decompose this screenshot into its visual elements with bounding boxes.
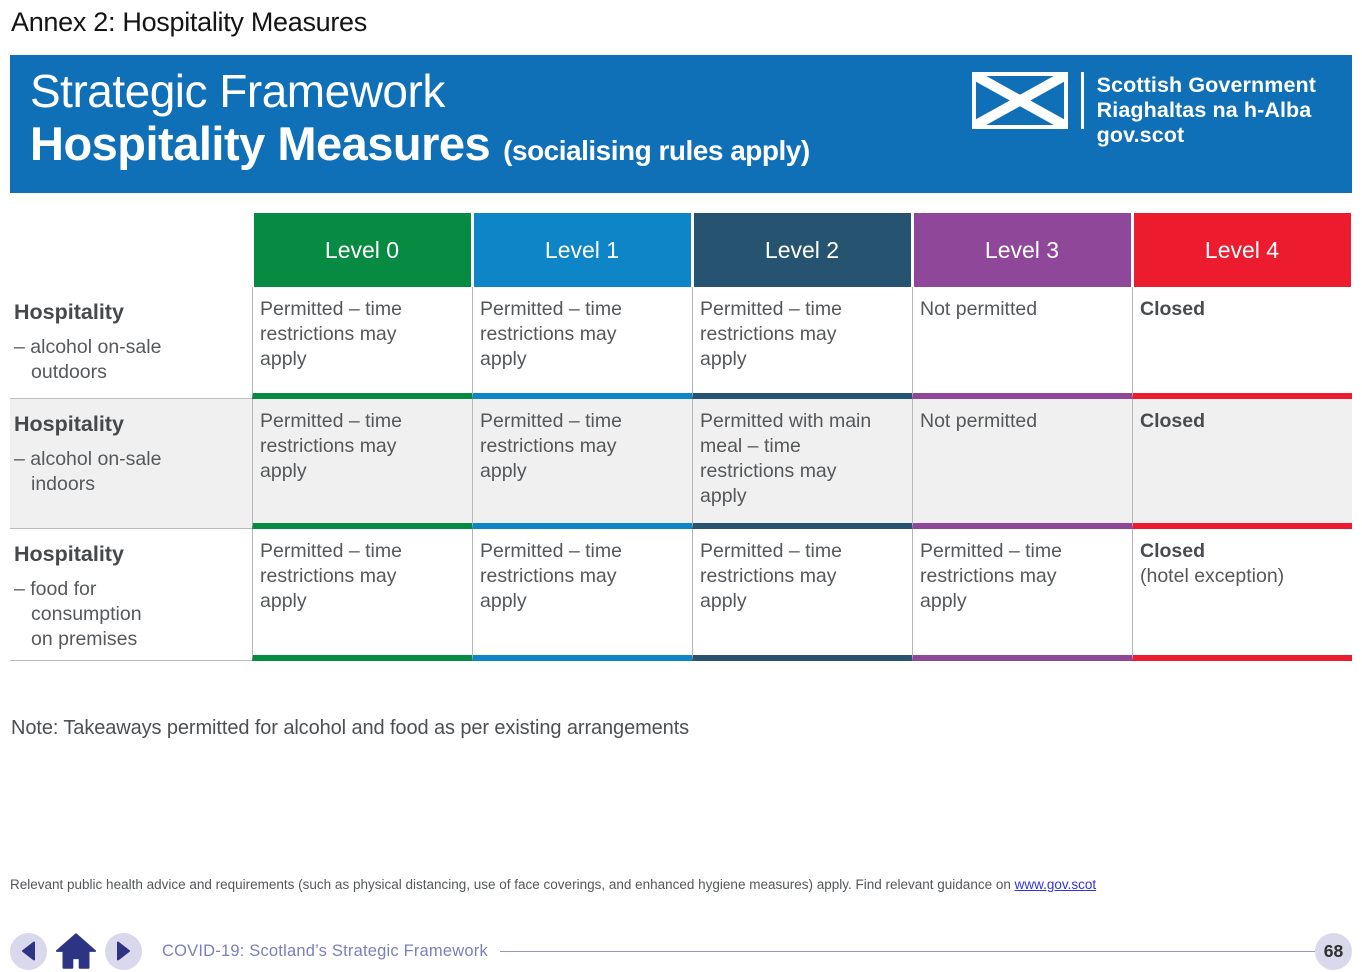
table-row-label	[10, 399, 252, 529]
level-header-1	[472, 213, 692, 287]
table-cell	[472, 287, 692, 399]
table-cell	[1132, 287, 1352, 399]
logo-govscot: gov.scot	[1096, 123, 1185, 148]
saltire-flag-icon	[972, 72, 1068, 129]
cell-text-line: Permitted – time restrictions may apply	[700, 540, 842, 612]
level-header-label: Level 4	[1134, 213, 1351, 287]
measures-table	[10, 213, 1352, 661]
row-subtitle-line: on premises	[31, 627, 138, 650]
banner-title: Strategic Framework	[30, 65, 445, 117]
page-number-badge: 68	[1315, 933, 1352, 970]
table-corner-cell	[10, 213, 252, 287]
table-cell	[912, 287, 1132, 399]
nav-framework-label: COVID-19: Scotland’s Strategic Framework	[162, 941, 488, 960]
logo-text	[1097, 72, 1316, 148]
banner-subtitle-suffix: (socialising rules apply)	[503, 135, 810, 166]
row-title: Hospitality	[14, 300, 124, 324]
cell-text-line: Permitted – time restrictions may apply	[480, 410, 622, 482]
table-row-label	[10, 529, 252, 661]
logo-divider	[1081, 72, 1084, 129]
row-title: Hospitality	[14, 542, 124, 566]
level-header-label: Level 0	[254, 213, 471, 287]
cell-text-line: Permitted – time restrictions may apply	[260, 410, 402, 482]
table-cell	[692, 399, 912, 529]
footnote	[10, 877, 1096, 892]
row-title: Hospitality	[14, 412, 124, 436]
table-cell	[252, 529, 472, 661]
footnote-text: Relevant public health advice and requirements (such as physical distancing, use of face coverings, and enhanced hygiene measures) apply. Find relevant guidance on	[10, 877, 1015, 892]
table-row-label	[10, 287, 252, 399]
cell-text-line: Closed	[1140, 540, 1206, 562]
banner	[10, 55, 1352, 193]
row-subtitle-line: consumption	[31, 602, 142, 625]
cell-text-line: Not permitted	[920, 298, 1038, 320]
cell-text-line: Permitted – time restrictions may apply	[700, 298, 842, 370]
table-cell	[1132, 399, 1352, 529]
cell-text-line: Permitted with main meal – time restrictions may apply	[700, 410, 872, 507]
cell-text-line: Permitted – time restrictions may apply	[260, 540, 402, 612]
nav-back-button[interactable]	[10, 933, 47, 970]
cell-text-line: Closed	[1140, 410, 1206, 432]
level-header-2	[692, 213, 912, 287]
cell-text-line: Closed	[1140, 298, 1206, 320]
cell-text-line: (hotel exception)	[1140, 564, 1285, 587]
scottish-government-logo	[972, 72, 1316, 148]
logo-org-name-gaelic: Riaghaltas na h-Alba	[1096, 98, 1312, 123]
table-cell	[472, 529, 692, 661]
row-subtitle-line: indoors	[31, 472, 95, 495]
row-subtitle	[14, 335, 244, 385]
cell-text-line: Permitted – time restrictions may apply	[920, 540, 1062, 612]
cell-text-line: Not permitted	[920, 410, 1038, 432]
logo-org-name: Scottish Government	[1096, 73, 1316, 97]
banner-subtitle-main: Hospitality Measures	[30, 117, 491, 170]
table-cell	[252, 287, 472, 399]
nav-forward-button[interactable]	[105, 933, 142, 970]
page-title: Annex 2: Hospitality Measures	[11, 7, 367, 37]
table-cell	[472, 399, 692, 529]
row-subtitle	[14, 577, 244, 652]
home-icon	[55, 933, 97, 969]
nav-home-button[interactable]	[54, 933, 98, 970]
table-cell	[912, 529, 1132, 661]
row-subtitle-line: – alcohol on-sale	[14, 336, 162, 358]
cell-text-line: Permitted – time restrictions may apply	[480, 298, 622, 370]
level-header-3	[912, 213, 1132, 287]
level-header-0	[252, 213, 472, 287]
level-header-label: Level 1	[474, 213, 691, 287]
govscot-link[interactable]: www.gov.scot	[1014, 877, 1097, 892]
row-subtitle	[14, 447, 244, 497]
table-cell	[912, 399, 1132, 529]
table-cell	[252, 399, 472, 529]
row-subtitle-line: outdoors	[31, 360, 107, 383]
table-cell	[1132, 529, 1352, 661]
table-cell	[692, 287, 912, 399]
level-header-label: Level 2	[694, 213, 911, 287]
note-text: Note: Takeaways permitted for alcohol and food as per existing arrangements	[11, 717, 690, 739]
table-cell	[692, 529, 912, 661]
level-header-label: Level 3	[914, 213, 1131, 287]
row-subtitle-line: – food for	[14, 578, 97, 600]
banner-subtitle	[30, 116, 810, 171]
back-arrow-icon	[21, 941, 36, 961]
forward-arrow-icon	[116, 941, 131, 961]
bottom-navigation	[10, 930, 1352, 972]
level-header-4	[1132, 213, 1352, 287]
cell-text-line: Permitted – time restrictions may apply	[260, 298, 402, 370]
cell-text-line: Permitted – time restrictions may apply	[480, 540, 622, 612]
row-subtitle-line: – alcohol on-sale	[14, 448, 162, 470]
nav-divider-line	[500, 951, 1315, 952]
